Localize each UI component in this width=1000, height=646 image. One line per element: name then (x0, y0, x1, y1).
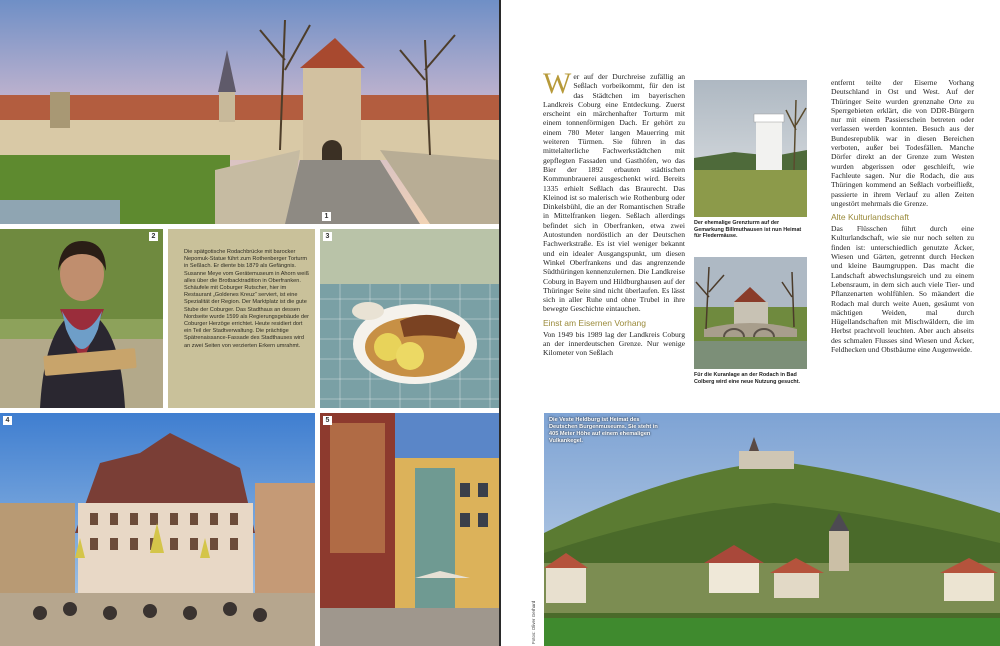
intro-text: er auf der Durchreise zufällig an Seßlach vorbeikommt, für den ist das Städtchen im bayerischen Landkreis Coburg eine Entdeckung. Zuerst erscheint ein märchenhafter Torturm mit einem tonnenförmigen Dach. Er gehört zu einem 780 Meter langen Mauerring mit weiteren Türmen. Sie führen in das mittelalterliche Fachwerkstädtchen mit gepflegten Fassaden und Gasthöfen, wo das Bier der 1892 erbauten städtischen Kommunbrauerei ausgeschenkt wird. Bereits 1335 erhielt Seßlach das Braurecht. Das Kleinod ist so malerisch wie Rothenburg oder Dinkelsbühl, die an der Romantischen Straße in Mittelfranken liegen. Seßlach allerdings befindet sich in Oberfranken, etwa zwei Autostunden nordöstlich an der Deutschen Fachwerkstraße. Es ist viel weniger bekannt und ein idealer Ausgangspunkt, um diesen Winkel Oberfrankens und das angrenzende Südthüringen kennenzulernen. Die Landkreise Coburg in Bayern und Hildburghausen auf der Thüringer Seite sind nicht überlaufen. Es lässt sich in aller Ruhe und ohne Trubel in ihre bewegte Geschichte eintauchen. (543, 72, 685, 314)
caption-box (168, 229, 315, 408)
photo-caption-veste: Die Veste Heldburg ist Heimat des Deutschen Burgenmuseums. Sie steht in 405 Meter Höhe auf einem ehemaligen Vulkankegel. (549, 417, 658, 444)
caption-box-text: Die spätgotische Rodachbrücke mit barocker Nepomuk-Statue führt zum Rothenberger Torturm in Seßlach. Er diente bis 1879 als Gefängnis. Susanne Meye vom Gerätemuseum in Ahorn weiß alles über die Brotbacktradition in Oberfranken. Schäufele mit Coburger Rutscher, hier im Restaurant „Goldenes Kreuz“ serviert, ist eine Spezialität der Region. Der Marktplatz ist die gute Stube der Coburger. Das Stadthaus an dessen Nordseite wurde 1599 als Regierungsgebäude der Coburger Herzöge errichtet. Heute residiert dort ein Teil der Stadtverwaltung. Die prächtige Spätrenaissance-Fassade des Stadthauses wird an zwei Seiten von verzierten Erkern umrahmt. (184, 249, 310, 349)
photo-number: 4 (3, 416, 12, 425)
photo-market-square (0, 413, 315, 646)
photo-credit: Fotos: Oliver Gerhard (531, 600, 536, 644)
photo-caption-tower: Der ehemalige Grenzturm auf der Gemarkung Billmuthausen ist nun Heimat für Fledermäuse. (694, 220, 802, 239)
photo-number: 3 (323, 232, 332, 241)
photo-number: 5 (323, 416, 332, 425)
subheading: Einst am Eisernen Vorhang (543, 317, 647, 328)
photo-caption-kuranlage: Für die Kuranlage an der Rodach in Bad Colberg wird eine neue Nutzung gesucht. (694, 372, 801, 385)
text-column-1 (543, 67, 685, 358)
photo-stadthaus-oriel (320, 413, 499, 646)
photo-town-gate (0, 0, 499, 224)
photo-veste-heldburg (544, 413, 1000, 646)
paragraph (543, 67, 685, 314)
paragraph: Von 1949 bis 1989 lag der Landkreis Coburg an der innerdeutschen Grenze. Nur wenige Kilometer von Seßlach (543, 329, 685, 358)
photo-woman-bread (0, 229, 163, 408)
photo-schaeufele-dish (320, 229, 499, 408)
photo-number: 1 (322, 212, 331, 221)
drop-cap: W (543, 67, 572, 100)
paragraph: Das Flüsschen führt durch eine Kulturlandschaft, wie sie nur noch selten zu finden ist: unterschiedlich genutzte Äcker, Wiesen und Gärten, getrennt durch Hecken und kleine Baumgruppen. Das macht die Landschaft abwechslungsreich und zu einem Lebensraum, in dem sich auch viele Tier- und Pflanzenarten wohlfühlen. So mäandert die Rodach mal durch weite Auen, gesäumt von mächtigen Weiden, mal durch Hügellandschaften mit Mischwäldern, die im Herbst prachtvoll leuchten. Aber auch abseits des schmalen Flusses sind Wiesen und Äcker, Feldhecken und Obstbäume eine Augenweide. (831, 224, 974, 355)
right-page (501, 0, 1000, 646)
photo-border-tower (694, 80, 807, 217)
text-column-3 (831, 78, 974, 354)
subheading: Alte Kulturlandschaft (831, 212, 909, 223)
photo-kuranlage (694, 257, 807, 369)
photo-number: 2 (149, 232, 158, 241)
left-page (0, 0, 499, 646)
paragraph: entfernt teilte der Eiserne Vorhang Deutschland in Ost und West. Auf der Thüringer Seite wurden grenznahe Orte zu Sperrgebieten erklärt, die von DDR-Bürgern nur mit einem Passierschein betreten oder verlassen werden konnten. Besuch aus der Bundesrepublik war in diesen Bereichen verboten, außer bei Todesfällen. Manche Dörfer direkt an der Grenze zum Westen wurden abgerissen oder geschleift, wie Fachleute sagen. Nur die Rodach, die aus Thüringen kommend an Seßlach vorbeifließt, passierte in ihrem Verlauf zu allen Zeiten ungestört mehrmals die Grenze. (831, 78, 974, 208)
